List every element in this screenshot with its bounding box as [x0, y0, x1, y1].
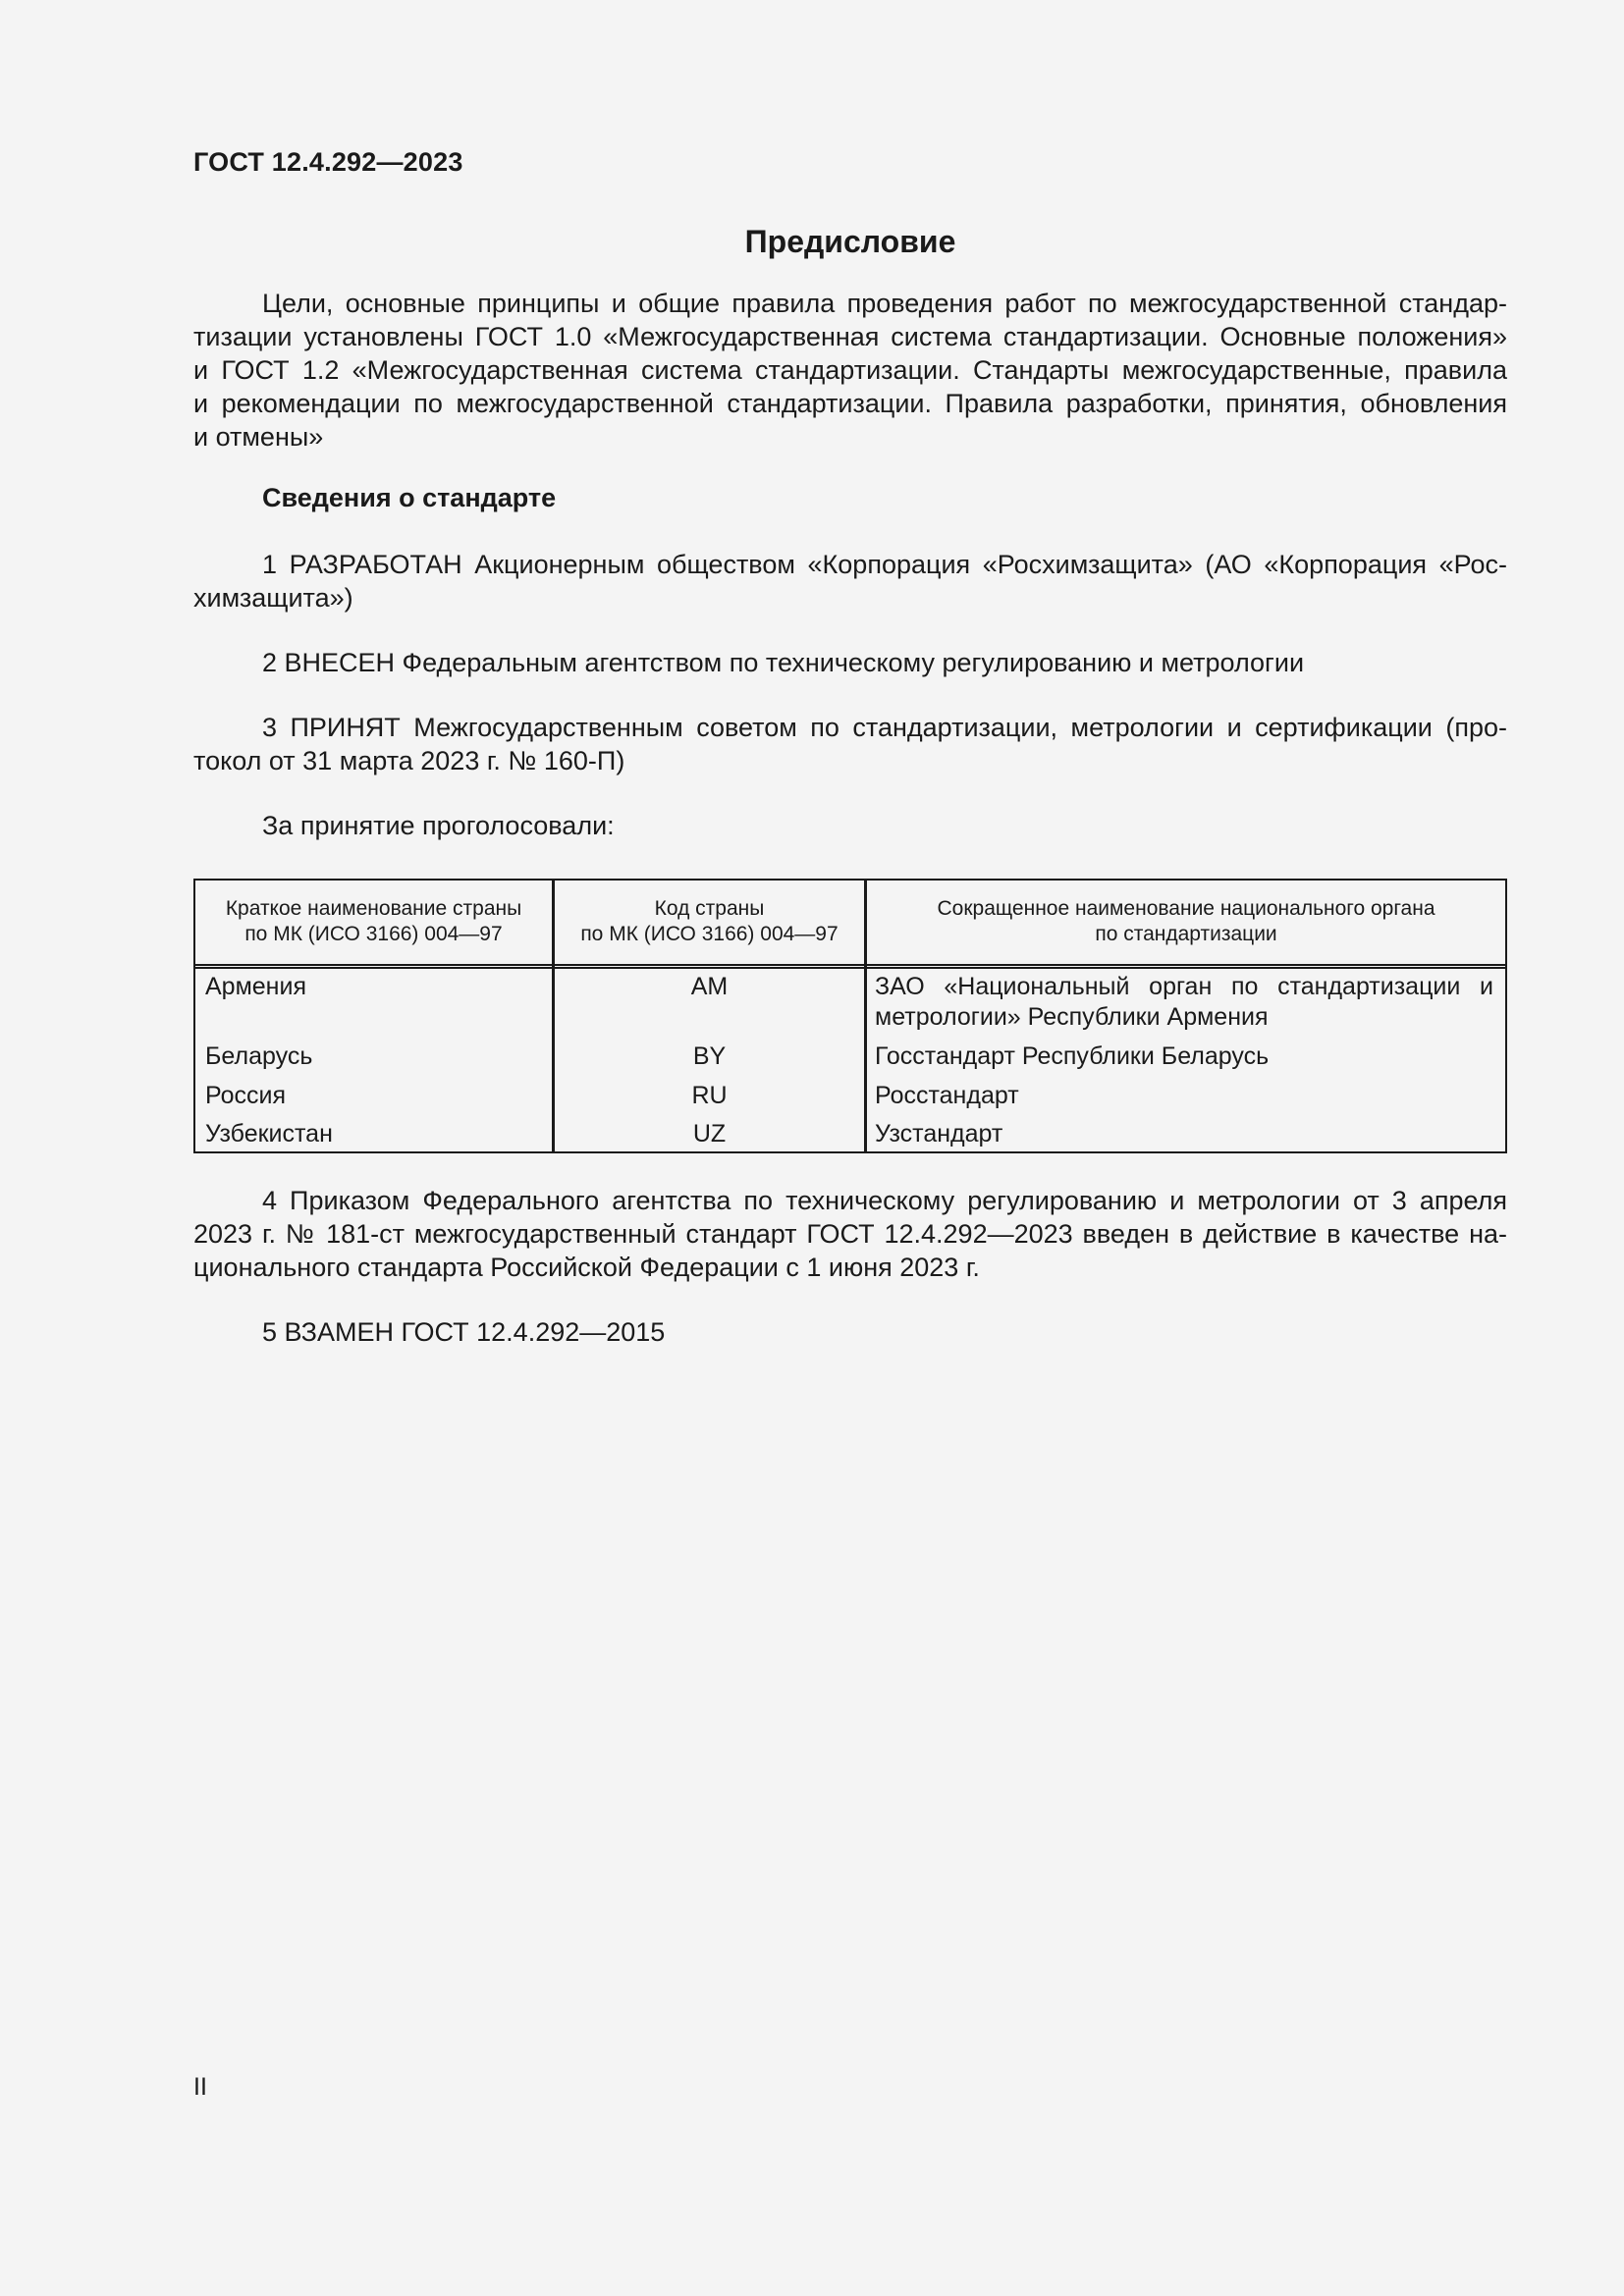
intro-line: и отмены»: [193, 422, 324, 452]
header-line: по стандартизации: [1095, 923, 1277, 945]
header-line: по МК (ИСО 3166) 004—97: [580, 923, 839, 945]
item-adopted: [193, 711, 1507, 777]
table-header-code: [555, 896, 864, 947]
table-cell-country: Армения: [205, 973, 306, 1000]
table-cell-code: AM: [690, 973, 729, 1000]
cell-line: ЗАО «Национальный орган по стандартизации и: [875, 973, 1493, 1000]
table-cell-country: Узбекистан: [205, 1120, 333, 1148]
intro-line: и ГОСТ 1.2 «Межгосударственная система стандартизации. Стандарты межгосударственные, правила: [193, 355, 1507, 385]
header-line: по МК (ИСО 3166) 004—97: [244, 923, 503, 945]
table-cell-country: Россия: [205, 1082, 286, 1109]
voted-text: За принятие проголосовали:: [262, 811, 615, 840]
cell-line: метрологии» Республики Армения: [875, 1003, 1269, 1031]
table-header-country: [195, 896, 552, 947]
header-line: Сокращенное наименование национального органа: [937, 897, 1435, 920]
item-line: 4 Приказом Федерального агентства по техническому регулированию и метрологии от 3 апреля: [262, 1186, 1507, 1215]
page-number: II: [193, 2073, 207, 2101]
table-cell-code: BY: [692, 1042, 727, 1070]
table-cell-body: Узстандарт: [875, 1120, 1003, 1148]
table-cell-body: Госстандарт Республики Беларусь: [875, 1042, 1270, 1070]
item-line: 3 ПРИНЯТ Межгосударственным советом по стандартизации, метрологии и сертификации (про-: [262, 713, 1507, 742]
item-line: ционального стандарта Российской Федерации с 1 июня 2023 г.: [193, 1253, 980, 1282]
table-cell-body: [875, 972, 1493, 1033]
item-introduced: [193, 646, 1507, 679]
item-line: 2023 г. № 181-ст межгосударственный стандарт ГОСТ 12.4.292—2023 введен в действие в качестве на-: [193, 1219, 1507, 1249]
voted-label: [193, 809, 1507, 842]
header-line: Код страны: [654, 897, 765, 920]
table-header-body: [867, 896, 1505, 947]
header-line: Краткое наименование страны: [225, 897, 522, 920]
standard-info-heading: Сведения о стандарте: [262, 483, 557, 512]
table-header-divider: [195, 964, 1505, 966]
document-id-header: ГОСТ 12.4.292—2023: [193, 147, 463, 177]
item-line: 5 ВЗАМЕН ГОСТ 12.4.292—2015: [262, 1317, 666, 1347]
table-cell-code: UZ: [692, 1120, 727, 1148]
item-replaces: [193, 1315, 1507, 1349]
intro-paragraph: [193, 287, 1507, 454]
item-line: химзащита»): [193, 583, 353, 613]
table-cell-code: RU: [691, 1082, 728, 1109]
page-title: Предисловие: [744, 224, 956, 259]
table-header-divider: [195, 967, 1505, 969]
voting-table: [193, 879, 1507, 1153]
intro-line: тизации установлены ГОСТ 1.0 «Межгосударственная система стандартизации. Основные положения»: [193, 322, 1507, 351]
intro-line: Цели, основные принципы и общие правила проведения работ по межгосударственной стандар-: [262, 289, 1507, 318]
item-line: токол от 31 марта 2023 г. № 160-П): [193, 746, 625, 775]
item-line: 1 РАЗРАБОТАН Акционерным обществом «Корпорация «Росхимзащита» (АО «Корпорация «Рос-: [262, 550, 1507, 579]
item-developed: [193, 548, 1507, 614]
table-cell-country: Беларусь: [205, 1042, 313, 1070]
table-cell-body: Росстандарт: [875, 1082, 1019, 1109]
item-order: [193, 1184, 1507, 1284]
item-line: 2 ВНЕСЕН Федеральным агентством по техническому регулированию и метрологии: [262, 648, 1305, 677]
intro-line: и рекомендации по межгосударственной стандартизации. Правила разработки, принятия, обновления: [193, 389, 1507, 418]
